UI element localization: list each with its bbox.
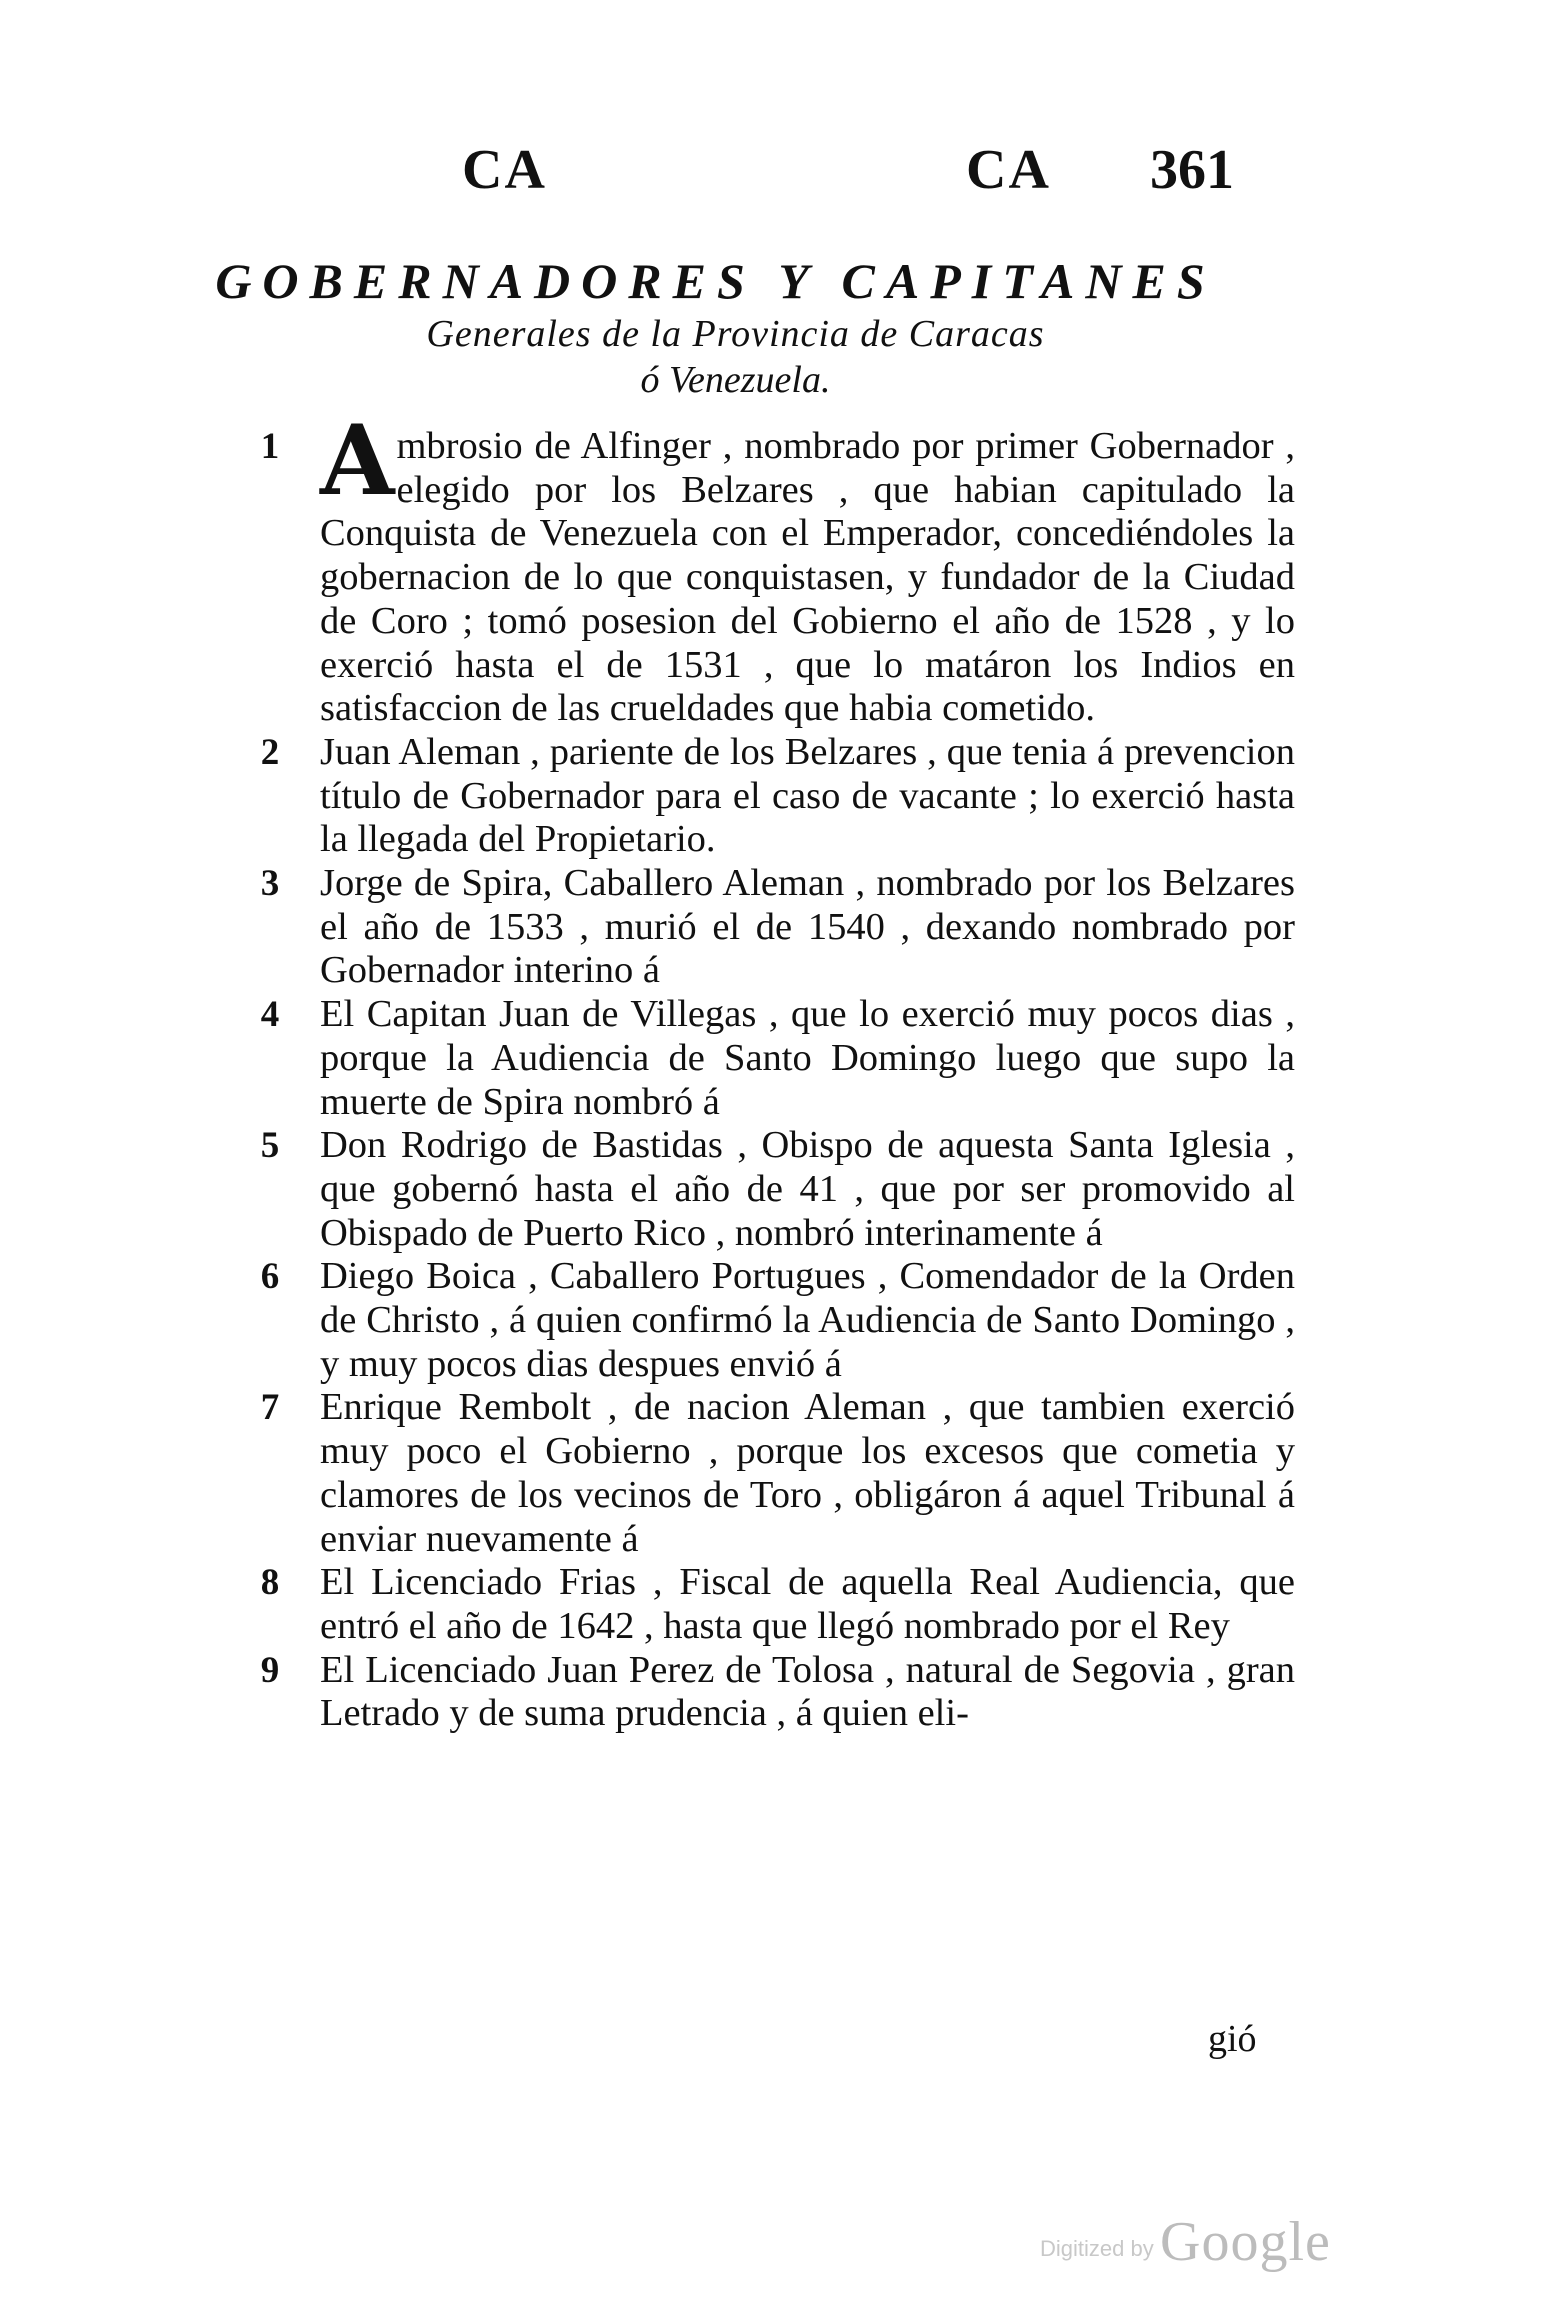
entry-text bbox=[320, 1124, 1295, 1255]
entry-body: El Licenciado Juan Perez de Tolosa , natural de Segovia , gran Letrado y de suma prudencia , á quien eli- bbox=[320, 1648, 1295, 1735]
governor-entry bbox=[250, 1561, 1295, 1648]
governor-entry bbox=[250, 993, 1295, 1124]
governor-entry bbox=[250, 1124, 1295, 1255]
governor-entry bbox=[250, 404, 1295, 731]
running-head bbox=[0, 138, 1551, 218]
entry-number: 4 bbox=[260, 994, 280, 1036]
governor-entry bbox=[250, 731, 1295, 862]
governor-entry bbox=[250, 1386, 1295, 1561]
entry-text bbox=[320, 1561, 1295, 1648]
drop-cap: A bbox=[320, 404, 395, 517]
section-title: GOBERNADORES Y CAPITANES bbox=[215, 253, 1216, 309]
entry-text bbox=[320, 993, 1295, 1124]
governor-list bbox=[250, 404, 1295, 1736]
entry-number: 5 bbox=[260, 1125, 280, 1167]
running-head-left: CA bbox=[462, 139, 547, 201]
entry-body: El Capitan Juan de Villegas , que lo exerció muy pocos dias , porque la Audiencia de Santo Domingo luego que supo la muerte de Spira nombró á bbox=[320, 993, 1295, 1123]
entry-body: Don Rodrigo de Bastidas , Obispo de aquesta Santa Iglesia , que gobernó hasta el año de 41 , que por ser promovido al Obispado de Puerto Rico , nombró interinamente á bbox=[320, 1124, 1295, 1254]
watermark-brand: Google bbox=[1160, 2211, 1331, 2273]
page-number: 361 bbox=[1150, 139, 1234, 201]
section-subtitle: Generales de la Provincia de Caracas bbox=[426, 313, 1045, 355]
watermark-prefix: Digitized by bbox=[1040, 2236, 1154, 2261]
running-head-center: CA bbox=[966, 139, 1051, 201]
governor-entry bbox=[250, 1255, 1295, 1386]
entry-text bbox=[320, 1255, 1295, 1386]
entry-text bbox=[320, 731, 1295, 862]
entry-number: 6 bbox=[260, 1256, 280, 1298]
entry-body: El Licenciado Frias , Fiscal de aquella Real Audiencia, que entró el año de 1642 , hasta que llegó nombrado por el Rey bbox=[320, 1561, 1295, 1647]
entry-number: 1 bbox=[260, 426, 280, 467]
section-subtitle-continued: ó Venezuela. bbox=[640, 359, 831, 401]
entry-text bbox=[320, 1386, 1295, 1561]
entry-body: Juan Aleman , pariente de los Belzares , que tenia á prevencion título de Gobernador para el caso de vacante ; lo exerció hasta la llegada del Propietario. bbox=[320, 730, 1295, 861]
governor-entry bbox=[250, 862, 1295, 993]
entry-number: 2 bbox=[260, 731, 280, 773]
entry-number: 3 bbox=[260, 863, 280, 905]
entry-body: Enrique Rembolt , de nacion Aleman , que tambien exerció muy poco el Gobierno , porque los excesos que cometia y clamores de los vecinos de Toro , obligáron á aquel Tribunal á enviar nuevamente á bbox=[320, 1386, 1295, 1560]
entry-body: Diego Boica , Caballero Portugues , Comendador de la Orden de Christo , á quien confirmó la Audiencia de Santo Domingo , y muy pocos dias despues envió á bbox=[320, 1255, 1295, 1385]
entry-text bbox=[320, 1649, 1295, 1736]
entry-number: 8 bbox=[260, 1562, 280, 1604]
entry-text bbox=[320, 404, 1295, 731]
entry-body: Jorge de Spira, Caballero Aleman , nombrado por los Belzares el año de 1533 , murió el de 1540 , dexando nombrado por Gobernador interino á bbox=[320, 862, 1295, 992]
entry-number: 9 bbox=[260, 1649, 280, 1691]
entry-text bbox=[320, 862, 1295, 993]
entry-body: mbrosio de Alfinger , nombrado por primer Gobernador , elegido por los Belzares , que habian capitulado la Conquista de Venezuela con el Emperador, concediéndoles la gobernacion de lo que conquistasen, y fundador de la Ciudad de Coro ; tomó posesion del Gobierno el año de 1528 , y lo exerció hasta el de 1531 , que lo matáron los Indios en satisfaccion de las crueldades que habia cometido. bbox=[320, 425, 1295, 730]
catchword: gió bbox=[1208, 2018, 1257, 2060]
governor-entry bbox=[250, 1649, 1295, 1736]
entry-number: 7 bbox=[260, 1387, 280, 1429]
